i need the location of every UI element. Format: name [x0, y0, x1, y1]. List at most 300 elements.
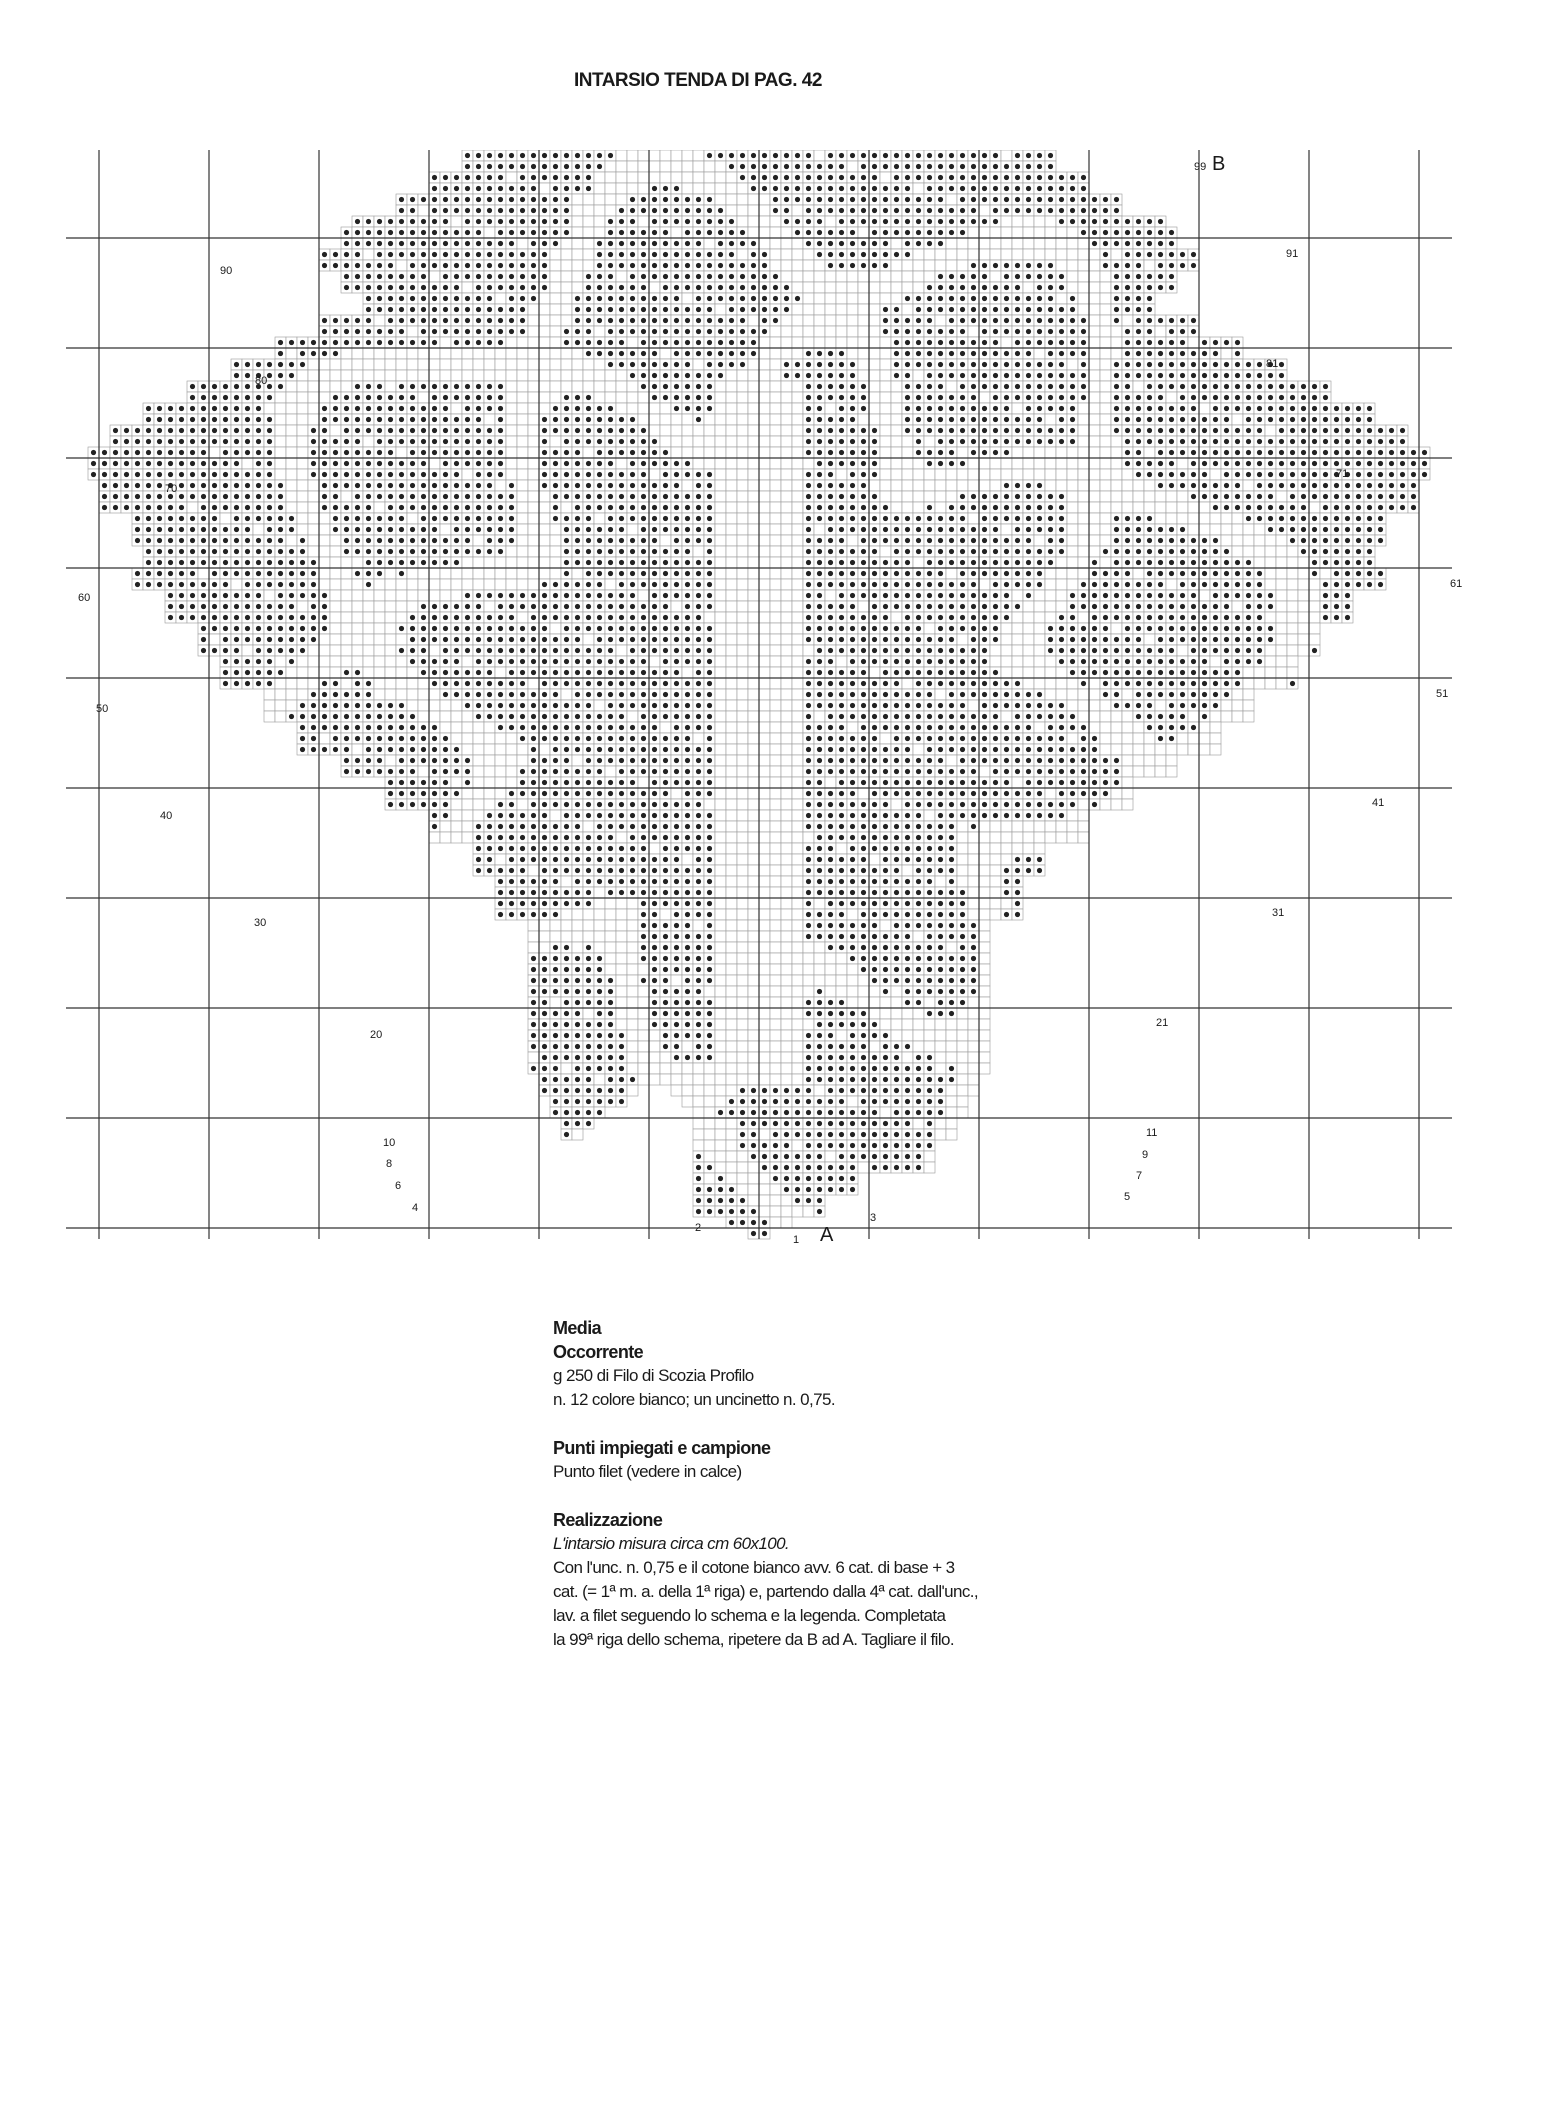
- grid-cell: [1034, 656, 1045, 667]
- grid-cell: [1298, 623, 1309, 634]
- grid-cell: [1045, 414, 1056, 425]
- grid-cell: [880, 359, 891, 370]
- grid-cell: [836, 337, 847, 348]
- grid-cell: [770, 414, 781, 425]
- grid-cell: [1045, 590, 1056, 601]
- grid-cell: [990, 271, 1001, 282]
- grid-cell: [385, 645, 396, 656]
- grid-cell: [561, 304, 572, 315]
- grid-cell: [858, 227, 869, 238]
- grid-cell: [517, 513, 528, 524]
- grid-cell: [726, 678, 737, 689]
- grid-cell: [286, 403, 297, 414]
- grid-cell: [341, 656, 352, 667]
- grid-cell: [539, 403, 550, 414]
- grid-cell: [605, 392, 616, 403]
- grid-cell: [407, 601, 418, 612]
- grid-cell: [1111, 502, 1122, 513]
- grid-cell: [693, 150, 704, 161]
- grid-cell: [946, 381, 957, 392]
- grid-cell: [781, 480, 792, 491]
- grid-cell: [715, 403, 726, 414]
- grid-cell: [1100, 304, 1111, 315]
- grid-cell: [275, 414, 286, 425]
- grid-cell: [418, 392, 429, 403]
- grid-cell: [605, 579, 616, 590]
- grid-cell: [528, 359, 539, 370]
- grid-cell: [418, 579, 429, 590]
- grid-cell: [396, 667, 407, 678]
- grid-cell: [1078, 304, 1089, 315]
- grid-cell: [1188, 711, 1199, 722]
- grid-cell: [451, 348, 462, 359]
- grid-cell: [1144, 502, 1155, 513]
- grid-cell: [198, 568, 209, 579]
- grid-cell: [429, 689, 440, 700]
- grid-cell: [1177, 458, 1188, 469]
- grid-cell: [715, 172, 726, 183]
- grid-cell: [605, 194, 616, 205]
- grid-cell: [396, 370, 407, 381]
- grid-cell: [792, 579, 803, 590]
- grid-cell: [1265, 579, 1276, 590]
- grid-cell: [1067, 359, 1078, 370]
- grid-cell: [528, 436, 539, 447]
- grid-cell: [803, 337, 814, 348]
- grid-cell: [748, 359, 759, 370]
- grid-cell: [374, 667, 385, 678]
- grid-cell: [858, 337, 869, 348]
- grid-cell: [1309, 579, 1320, 590]
- grid-cell: [407, 590, 418, 601]
- grid-cell: [539, 557, 550, 568]
- grid-cell: [781, 590, 792, 601]
- grid-cell: [814, 315, 825, 326]
- grid-cell: [803, 304, 814, 315]
- grid-cell: [297, 524, 308, 535]
- grid-cell: [495, 348, 506, 359]
- grid-cell: [715, 447, 726, 458]
- grid-cell: [825, 590, 836, 601]
- grid-cell: [1023, 678, 1034, 689]
- grid-cell: [528, 535, 539, 546]
- grid-cell: [517, 425, 528, 436]
- grid-cell: [1265, 612, 1276, 623]
- grid-cell: [781, 656, 792, 667]
- grid-cell: [880, 480, 891, 491]
- grid-cell: [880, 436, 891, 447]
- grid-cell: [858, 601, 869, 612]
- grid-cell: [770, 700, 781, 711]
- grid-cell: [715, 634, 726, 645]
- grid-cell: [748, 403, 759, 414]
- grid-cell: [1122, 315, 1133, 326]
- grid-cell: [880, 348, 891, 359]
- grid-cell: [1144, 480, 1155, 491]
- grid-cell: [759, 227, 770, 238]
- grid-cell: [748, 205, 759, 216]
- grid-cell: [792, 436, 803, 447]
- grid-cell: [1144, 447, 1155, 458]
- grid-cell: [550, 249, 561, 260]
- grid-cell: [1100, 425, 1111, 436]
- grid-cell: [1309, 634, 1320, 645]
- grid-cell: [660, 436, 671, 447]
- grid-cell: [495, 480, 506, 491]
- grid-cell: [946, 491, 957, 502]
- grid-cell: [759, 667, 770, 678]
- grid-cell: [374, 634, 385, 645]
- grid-cell: [1023, 216, 1034, 227]
- grid-cell: [385, 634, 396, 645]
- grid-cell: [1100, 315, 1111, 326]
- grid-cell: [737, 205, 748, 216]
- grid-cell: [726, 557, 737, 568]
- grid-cell: [1067, 513, 1078, 524]
- grid-cell: [770, 359, 781, 370]
- grid-cell: [825, 271, 836, 282]
- grid-cell: [1254, 524, 1265, 535]
- grid-cell: [451, 568, 462, 579]
- grid-cell: [759, 205, 770, 216]
- grid-cell: [1078, 447, 1089, 458]
- grid-cell: [308, 381, 319, 392]
- grid-cell: [1067, 535, 1078, 546]
- grid-cell: [902, 447, 913, 458]
- grid-cell: [374, 601, 385, 612]
- grid-cell: [737, 546, 748, 557]
- grid-cell: [1001, 238, 1012, 249]
- grid-cell: [462, 722, 473, 733]
- grid-cell: [704, 447, 715, 458]
- grid-cell: [330, 568, 341, 579]
- grid-cell: [1276, 678, 1287, 689]
- grid-cell: [539, 293, 550, 304]
- grid-cell: [539, 370, 550, 381]
- grid-cell: [517, 491, 528, 502]
- grid-cell: [363, 370, 374, 381]
- grid-cell: [737, 524, 748, 535]
- grid-cell: [935, 491, 946, 502]
- grid-cell: [506, 359, 517, 370]
- grid-cell: [451, 590, 462, 601]
- grid-cell: [682, 183, 693, 194]
- grid-cell: [1276, 491, 1287, 502]
- grid-cell: [737, 645, 748, 656]
- grid-cell: [264, 590, 275, 601]
- grid-cell: [506, 337, 517, 348]
- grid-cell: [484, 722, 495, 733]
- grid-cell: [1056, 601, 1067, 612]
- grid-cell: [1089, 458, 1100, 469]
- grid-cell: [473, 568, 484, 579]
- grid-cell: [924, 623, 935, 634]
- grid-cell: [913, 480, 924, 491]
- grid-cell: [748, 568, 759, 579]
- grid-cell: [1078, 458, 1089, 469]
- grid-cell: [737, 447, 748, 458]
- grid-cell: [737, 491, 748, 502]
- grid-cell: [1078, 502, 1089, 513]
- grid-cell: [737, 502, 748, 513]
- grid-cell: [473, 557, 484, 568]
- grid-cell: [1078, 557, 1089, 568]
- grid-cell: [583, 260, 594, 271]
- grid-cell: [528, 304, 539, 315]
- grid-cell: [627, 161, 638, 172]
- grid-cell: [781, 271, 792, 282]
- grid-cell: [275, 469, 286, 480]
- grid-cell: [1100, 711, 1111, 722]
- grid-cell: [484, 359, 495, 370]
- grid-cell: [693, 425, 704, 436]
- grid-cell: [1045, 458, 1056, 469]
- grid-cell: [847, 326, 858, 337]
- grid-cell: [770, 392, 781, 403]
- grid-cell: [550, 271, 561, 282]
- grid-cell: [792, 271, 803, 282]
- grid-cell: [759, 359, 770, 370]
- grid-cell: [550, 623, 561, 634]
- grid-cell: [704, 161, 715, 172]
- grid-cell: [1188, 524, 1199, 535]
- grid-cell: [1045, 447, 1056, 458]
- grid-cell: [891, 491, 902, 502]
- grid-cell: [1034, 645, 1045, 656]
- grid-cell: [583, 249, 594, 260]
- grid-cell: [1034, 678, 1045, 689]
- grid-cell: [341, 568, 352, 579]
- grid-cell: [418, 689, 429, 700]
- grid-cell: [726, 194, 737, 205]
- grid-cell: [792, 414, 803, 425]
- grid-cell: [1089, 491, 1100, 502]
- grid-cell: [660, 172, 671, 183]
- grid-cell: [814, 524, 825, 535]
- grid-cell: [1001, 337, 1012, 348]
- grid-cell: [913, 183, 924, 194]
- grid-cell: [759, 469, 770, 480]
- grid-cell: [814, 293, 825, 304]
- grid-cell: [737, 590, 748, 601]
- grid-cell: [649, 150, 660, 161]
- grid-cell: [275, 700, 286, 711]
- grid-cell: [308, 667, 319, 678]
- grid-cell: [1111, 337, 1122, 348]
- grid-cell: [616, 392, 627, 403]
- grid-cell: [682, 150, 693, 161]
- grid-cell: [649, 172, 660, 183]
- grid-cell: [913, 370, 924, 381]
- grid-cell: [1232, 689, 1243, 700]
- grid-cell: [990, 480, 1001, 491]
- grid-cell: [913, 469, 924, 480]
- grid-cell: [704, 612, 715, 623]
- grid-cell: [726, 381, 737, 392]
- grid-cell: [759, 700, 770, 711]
- grid-cell: [726, 392, 737, 403]
- grid-cell: [528, 315, 539, 326]
- grid-cell: [440, 337, 451, 348]
- grid-cell: [495, 568, 506, 579]
- grid-cell: [1111, 436, 1122, 447]
- grid-cell: [1023, 634, 1034, 645]
- grid-cell: [781, 348, 792, 359]
- grid-cell: [1078, 271, 1089, 282]
- grid-cell: [550, 381, 561, 392]
- grid-cell: [869, 271, 880, 282]
- grid-cell: [1067, 700, 1078, 711]
- grid-cell: [275, 425, 286, 436]
- grid-cell: [792, 337, 803, 348]
- grid-cell: [792, 282, 803, 293]
- grid-cell: [902, 491, 913, 502]
- grid-cell: [946, 194, 957, 205]
- grid-cell: [550, 315, 561, 326]
- grid-cell: [759, 436, 770, 447]
- grid-cell: [902, 271, 913, 282]
- grid-cell: [891, 447, 902, 458]
- grid-cell: [891, 480, 902, 491]
- grid-cell: [748, 667, 759, 678]
- grid-cell: [517, 480, 528, 491]
- grid-cell: [660, 161, 671, 172]
- grid-cell: [682, 480, 693, 491]
- grid-cell: [759, 381, 770, 392]
- grid-cell: [418, 205, 429, 216]
- grid-cell: [792, 403, 803, 414]
- grid-cell: [528, 524, 539, 535]
- grid-cell: [1089, 689, 1100, 700]
- grid-cell: [737, 535, 748, 546]
- grid-cell: [1122, 711, 1133, 722]
- grid-cell: [858, 359, 869, 370]
- grid-cell: [550, 436, 561, 447]
- grid-cell: [1067, 546, 1078, 557]
- grid-cell: [396, 579, 407, 590]
- grid-cell: [528, 348, 539, 359]
- grid-cell: [1034, 612, 1045, 623]
- grid-cell: [1254, 535, 1265, 546]
- grid-cell: [528, 546, 539, 557]
- grid-cell: [1023, 601, 1034, 612]
- grid-cell: [748, 689, 759, 700]
- grid-cell: [803, 282, 814, 293]
- grid-cell: [737, 612, 748, 623]
- grid-cell: [264, 711, 275, 722]
- grid-cell: [1265, 557, 1276, 568]
- grid-cell: [1133, 480, 1144, 491]
- grid-cell: [836, 293, 847, 304]
- grid-cell: [1100, 458, 1111, 469]
- grid-cell: [704, 183, 715, 194]
- grid-cell: [418, 711, 429, 722]
- grid-cell: [528, 425, 539, 436]
- grid-cell: [781, 392, 792, 403]
- grid-cell: [385, 612, 396, 623]
- grid-cell: [572, 370, 583, 381]
- grid-cell: [726, 656, 737, 667]
- grid-cell: [1012, 656, 1023, 667]
- grid-cell: [1177, 491, 1188, 502]
- grid-cell: [1155, 326, 1166, 337]
- grid-cell: [748, 601, 759, 612]
- grid-cell: [781, 249, 792, 260]
- grid-cell: [748, 557, 759, 568]
- grid-cell: [1111, 447, 1122, 458]
- grid-cell: [1089, 359, 1100, 370]
- grid-cell: [594, 216, 605, 227]
- grid-cell: [1056, 667, 1067, 678]
- grid-cell: [550, 535, 561, 546]
- grid-cell: [572, 216, 583, 227]
- grid-cell: [1089, 271, 1100, 282]
- grid-cell: [517, 557, 528, 568]
- grid-cell: [1012, 447, 1023, 458]
- grid-cell: [429, 590, 440, 601]
- grid-cell: [627, 711, 638, 722]
- grid-cell: [858, 293, 869, 304]
- grid-cell: [671, 172, 682, 183]
- grid-cell: [715, 161, 726, 172]
- grid-cell: [517, 524, 528, 535]
- grid-cell: [759, 568, 770, 579]
- grid-cell: [715, 513, 726, 524]
- grid-cell: [396, 447, 407, 458]
- grid-cell: [792, 238, 803, 249]
- grid-cell: [1034, 667, 1045, 678]
- grid-cell: [1298, 612, 1309, 623]
- grid-cell: [891, 403, 902, 414]
- grid-cell: [1012, 645, 1023, 656]
- grid-cell: [649, 282, 660, 293]
- grid-cell: [1287, 601, 1298, 612]
- grid-cell: [726, 205, 737, 216]
- grid-cell: [957, 634, 968, 645]
- grid-cell: [748, 436, 759, 447]
- grid-cell: [737, 414, 748, 425]
- grid-cell: [605, 205, 616, 216]
- grid-cell: [825, 326, 836, 337]
- grid-cell: [1188, 513, 1199, 524]
- grid-cell: [781, 722, 792, 733]
- grid-cell: [1111, 326, 1122, 337]
- grid-cell: [968, 238, 979, 249]
- grid-cell: [825, 293, 836, 304]
- grid-cell: [858, 271, 869, 282]
- grid-cell: [594, 381, 605, 392]
- grid-cell: [1067, 579, 1078, 590]
- grid-cell: [1078, 612, 1089, 623]
- grid-cell: [638, 150, 649, 161]
- grid-cell: [1265, 535, 1276, 546]
- grid-cell: [968, 326, 979, 337]
- grid-cell: [374, 359, 385, 370]
- grid-cell: [968, 700, 979, 711]
- grid-cell: [1111, 469, 1122, 480]
- grid-cell: [396, 359, 407, 370]
- grid-cell: [297, 491, 308, 502]
- grid-cell: [1089, 348, 1100, 359]
- grid-cell: [330, 645, 341, 656]
- grid-cell: [671, 161, 682, 172]
- grid-cell: [1089, 392, 1100, 403]
- grid-cell: [1100, 447, 1111, 458]
- grid-cell: [1133, 502, 1144, 513]
- grid-cell: [308, 546, 319, 557]
- grid-cell: [748, 480, 759, 491]
- grid-cell: [1056, 238, 1067, 249]
